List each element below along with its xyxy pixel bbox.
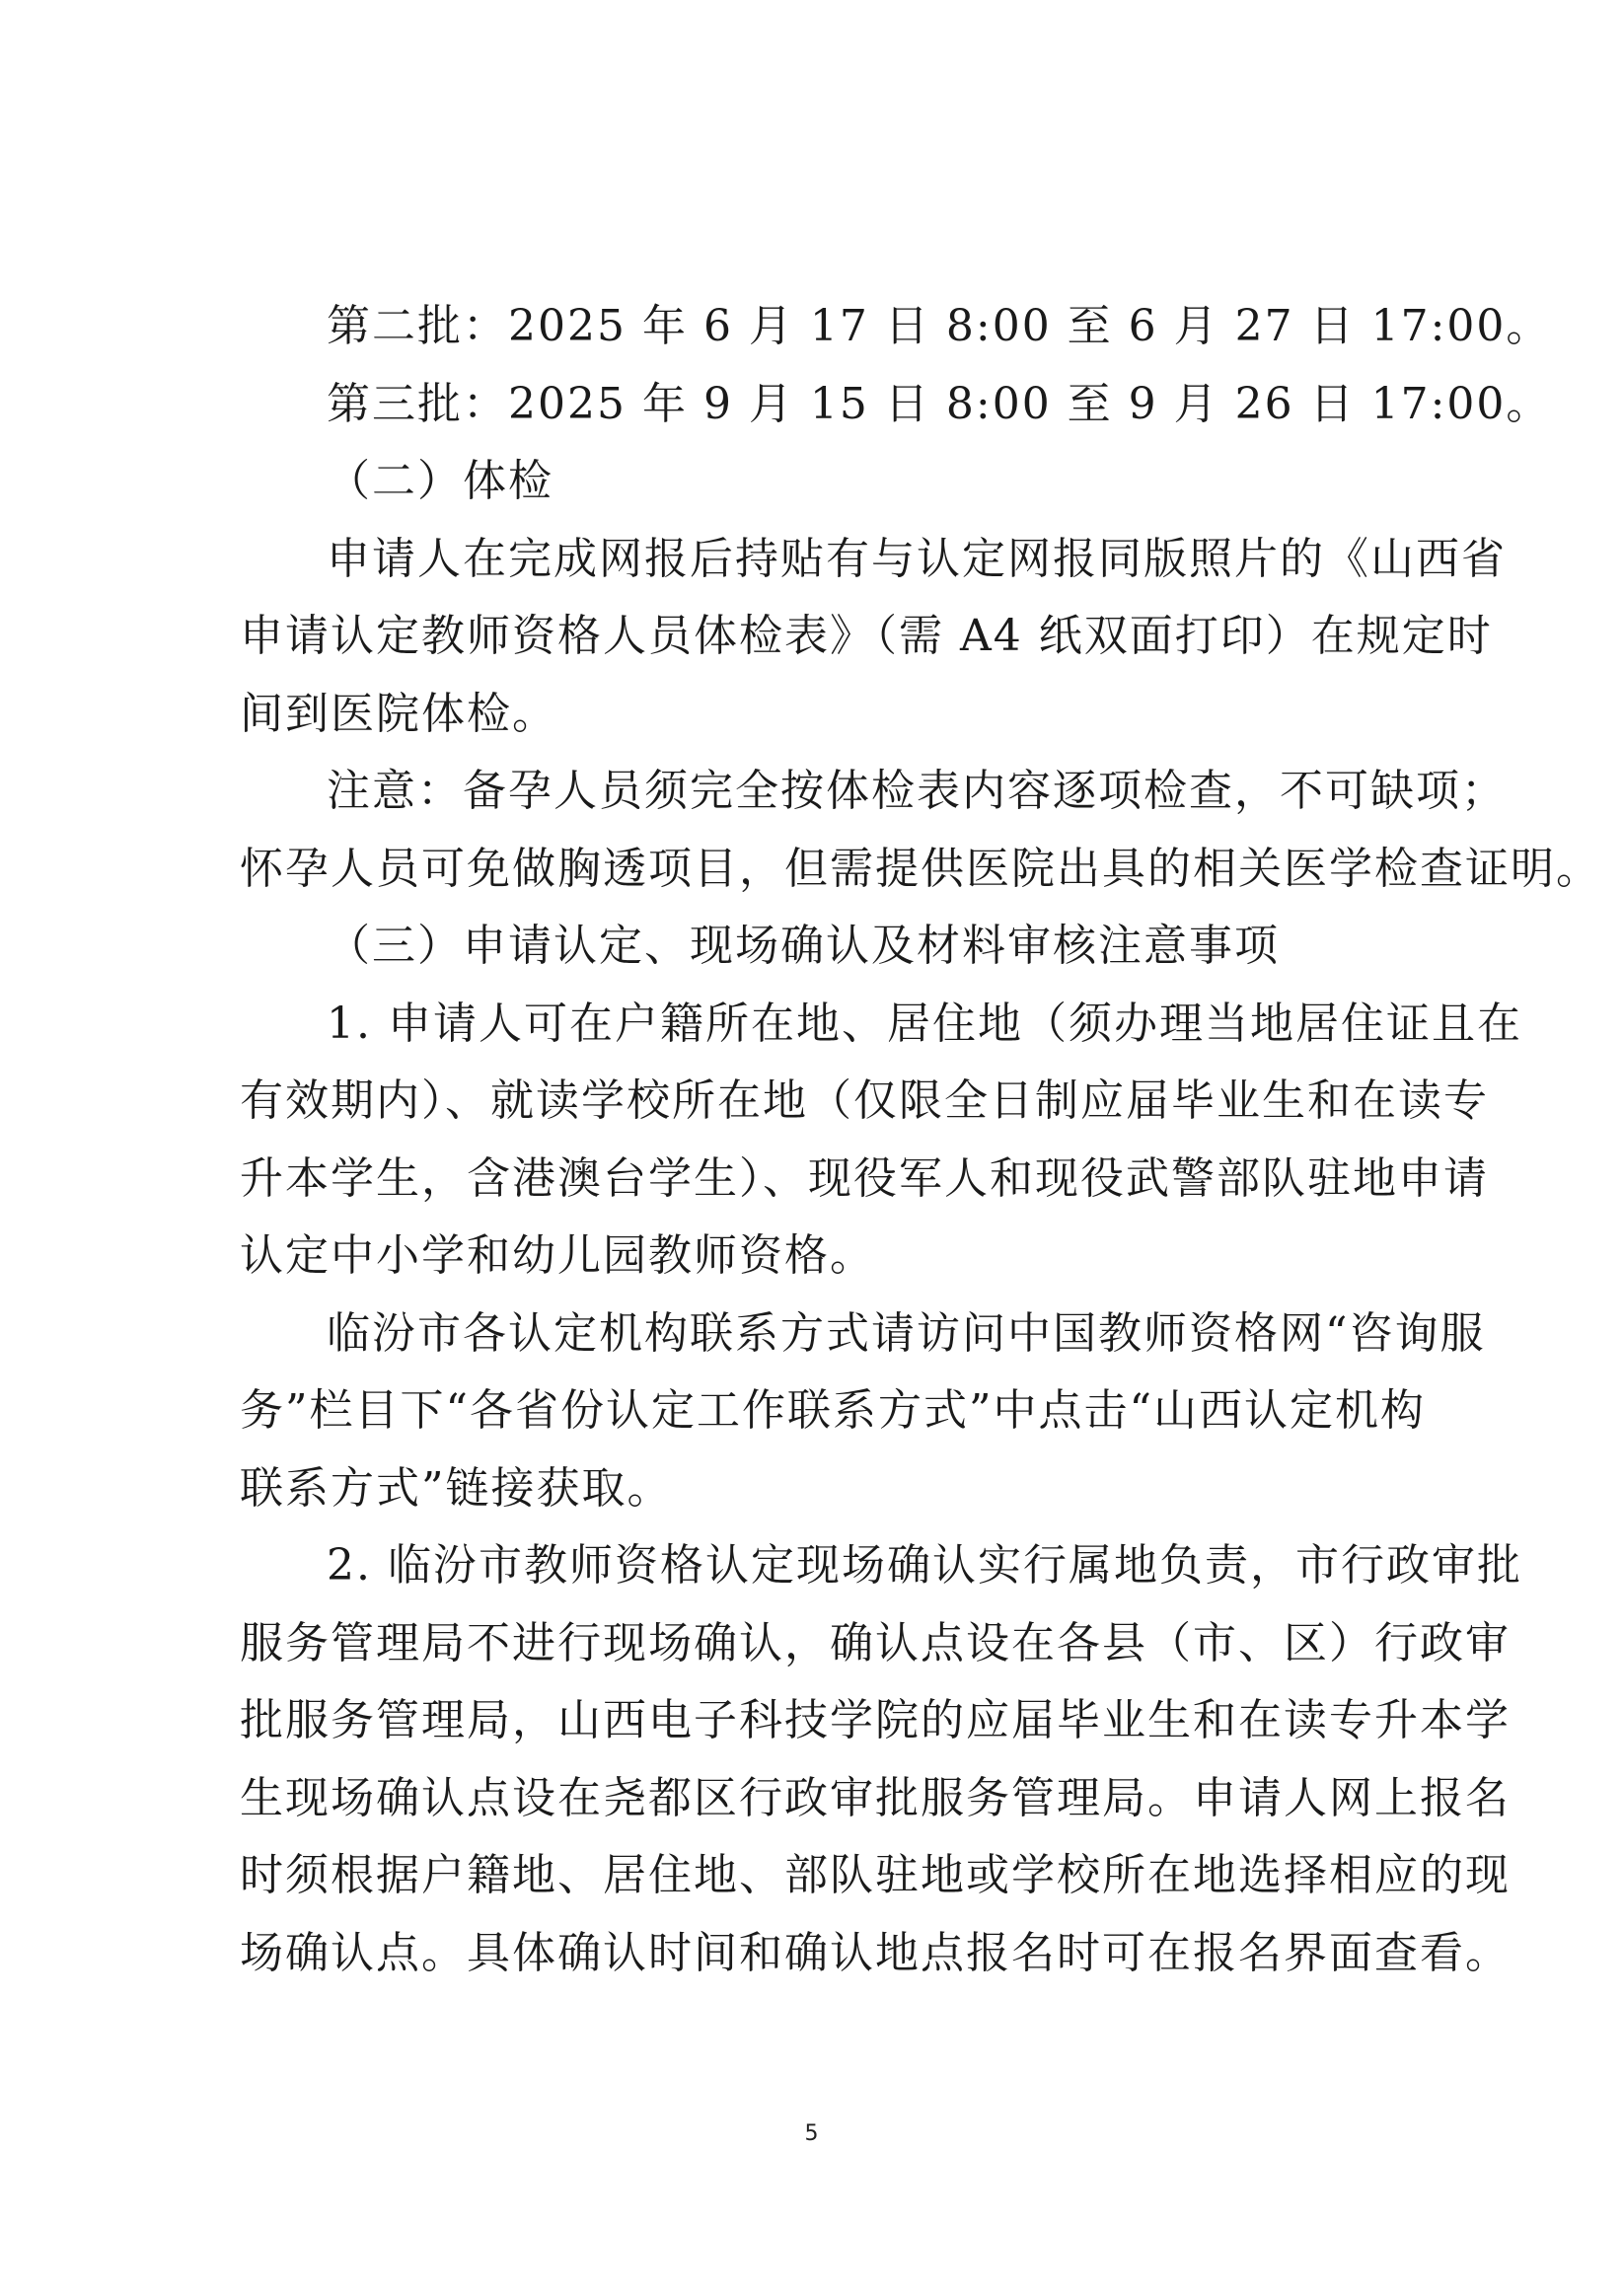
text-line: 时须根据户籍地、居住地、部队驻地或学校所在地选择相应的现 [240,1850,1511,1900]
text-line: 第二批：2025 年 6 月 17 日 8:00 至 6 月 27 日 17:00。 [327,301,1552,351]
page-number: 5 [804,2121,819,2146]
text-line: 第三批：2025 年 9 月 15 日 8:00 至 9 月 26 日 17:00。 [327,378,1552,429]
text-line: 1. 申请人可在户籍所在地、居住地（须办理当地居住证且在 [327,998,1522,1049]
text-line: （二）体检 [327,456,553,506]
text-line: 生现场确认点设在尧都区行政审批服务管理局。申请人网上报名 [240,1772,1511,1823]
section-heading [240,443,1394,521]
paragraph [240,288,1552,366]
text-line: （三）申请认定、现场确认及材料审核注意事项 [327,921,1280,971]
text-line: 申请认定教师资格人员体检表》（需 A4 纸双面打印）在规定时 [240,611,1493,661]
text-line: 有效期内）、就读学校所在地（仅限全日制应届毕业生和在读专 [240,1075,1489,1126]
paragraph [240,1527,1522,1992]
text-line: 2. 临汾市教师资格认定现场确认实行属地负责，市行政审批 [327,1540,1522,1591]
text-line: 联系方式”链接获取。 [240,1462,673,1514]
section-heading [240,908,1394,986]
paragraph [240,521,1507,754]
paragraph [240,366,1552,444]
text-line: 临汾市各认定机构联系方式请访问中国教师资格网“咨询服 [327,1307,1486,1359]
text-line: 升本学生，含港澳台学生）、现役军人和现役武警部队驻地申请 [240,1152,1489,1204]
text-line: 批服务管理局，山西电子科技学院的应届毕业生和在读专升本学 [240,1695,1511,1745]
text-line: 注意：备孕人员须完全按体检表内容逐项检查，不可缺项； [327,766,1507,816]
text-line: 怀孕人员可免做胸透项目，但需提供医院出具的相关医学检查证明。 [240,843,1601,894]
text-line: 间到医院体检。 [240,688,557,739]
paragraph [240,753,1601,908]
text-line: 申请人在完成网报后持贴有与认定网报同版照片的《山西省 [327,533,1507,584]
text-line: 服务管理局不进行现场确认，确认点设在各县（市、区）行政审 [240,1617,1511,1668]
text-line: 务”栏目下“各省份认定工作联系方式”中点击“山西认定机构 [240,1385,1426,1436]
document-body [240,288,1601,1992]
text-line: 认定中小学和幼儿园教师资格。 [240,1230,875,1281]
text-line: 场确认点。具体确认时间和确认地点报名时可在报名界面查看。 [240,1927,1511,1978]
paragraph [240,986,1522,1296]
paragraph [240,1296,1486,1528]
